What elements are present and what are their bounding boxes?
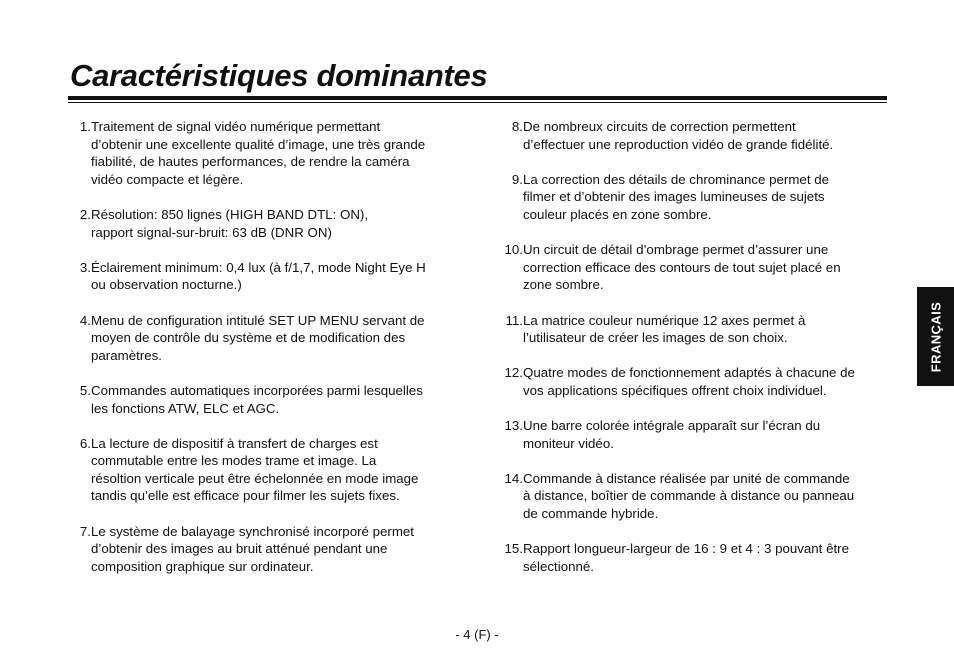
feature-text-line: d’obtenir des images au bruit atténué pendant une (91, 541, 388, 557)
feature-text-line: moyen de contrôle du système et de modification des (91, 330, 406, 346)
feature-item (498, 312, 890, 347)
title-rule-thick (68, 96, 887, 100)
feature-text-line: De nombreux circuits de correction permettent (523, 119, 796, 134)
feature-item (70, 435, 462, 505)
feature-item (70, 382, 462, 417)
feature-item (70, 259, 462, 294)
page-title: Caractéristiques dominantes (70, 58, 488, 93)
feature-number: 10. (504, 242, 523, 258)
feature-text (523, 470, 890, 523)
feature-text-line: de commande hybride. (523, 506, 659, 522)
feature-text-line: Menu de configuration intitulé SET UP MENU servant de (91, 312, 425, 328)
feature-text-line: La correction des détails de chrominance permet de (523, 171, 829, 187)
page-number: - 4 (F) - (455, 627, 499, 642)
feature-text-line: tandis qu’elle est efficace pour filmer les sujets fixes. (91, 488, 400, 504)
feature-text-line: La matrice couleur numérique 12 axes permet à (523, 312, 806, 328)
feature-item (498, 417, 890, 452)
feature-text-line: Commande à distance réalisée par unité de commande (523, 470, 850, 486)
feature-number: 1. (79, 119, 91, 134)
feature-number: 14. (504, 470, 523, 486)
feature-item (498, 540, 890, 575)
language-tab (917, 287, 954, 386)
feature-text-line: Une barre colorée intégrale apparaît sur l’écran du (523, 418, 821, 434)
language-tab-label: FRANÇAIS (928, 301, 943, 372)
feature-number: 7. (79, 523, 91, 539)
feature-text-line: filmer et d’obtenir des images lumineuses de sujets (523, 189, 825, 205)
feature-text (523, 118, 890, 153)
feature-text (91, 206, 462, 241)
feature-text-line: sélectionné. (523, 558, 594, 574)
feature-text-line: zone sombre. (523, 277, 604, 293)
feature-text-line: résoltion verticale peut être échelonnée en mode image (91, 470, 419, 486)
feature-text (523, 312, 890, 347)
feature-text-line: La lecture de dispositif à transfert de charges est (91, 435, 378, 451)
feature-number: 15. (504, 541, 523, 557)
title-rule-thin (68, 102, 887, 103)
feature-item (70, 312, 462, 365)
feature-text-line: les fonctions ATW, ELC et AGC. (91, 400, 280, 416)
feature-text-line: rapport signal-sur-bruit: 63 dB (DNR ON) (91, 224, 332, 240)
feature-number: 11. (505, 312, 523, 328)
feature-item (498, 171, 890, 224)
feature-item (498, 241, 890, 294)
feature-text-line: vidéo compacte et légère. (91, 171, 244, 187)
feature-text-line: Traitement de signal vidéo numérique permettant (91, 119, 381, 134)
feature-text-line: Rapport longueur-largeur de 16 : 9 et 4 : 3 pouvant être (523, 541, 849, 557)
feature-item (498, 118, 890, 153)
features-list-left (70, 118, 462, 593)
feature-item (70, 206, 462, 241)
feature-text (523, 171, 890, 224)
feature-text (91, 382, 462, 417)
feature-number: 4. (79, 312, 91, 328)
feature-number: 5. (79, 382, 91, 398)
feature-text-line: Quatre modes de fonctionnement adaptés à chacune de (523, 365, 855, 381)
feature-item (498, 364, 890, 399)
features-list-right (498, 118, 890, 593)
feature-number: 8. (511, 119, 523, 134)
feature-text-line: ou observation nocturne.) (91, 277, 242, 293)
feature-text-line: couleur placés en zone sombre. (523, 206, 712, 222)
feature-text-line: paramètres. (91, 347, 162, 363)
feature-text (91, 259, 462, 294)
feature-text-line: Un circuit de détail d’ombrage permet d’assurer une (523, 242, 829, 258)
feature-text-line: composition graphique sur ordinateur. (91, 558, 314, 574)
feature-item (70, 118, 462, 188)
feature-text-line: fiabilité, de hautes performances, de rendre la caméra (91, 154, 410, 170)
feature-text (91, 312, 462, 365)
feature-number: 12. (504, 365, 523, 381)
feature-text-line: l’utilisateur de créer les images de son choix. (523, 330, 788, 346)
feature-number: 13. (504, 418, 523, 434)
feature-text-line: Commandes automatiques incorporées parmi lesquelles (91, 382, 423, 398)
feature-number: 6. (79, 435, 91, 451)
feature-item (498, 470, 890, 523)
feature-text-line: correction efficace des contours de tout sujet placé en (523, 259, 841, 275)
feature-text (523, 241, 890, 294)
feature-text-line: Éclairement minimum: 0,4 lux (à f/1,7, mode Night Eye H (91, 259, 426, 275)
feature-text-line: commutable entre les modes trame et image. La (91, 453, 377, 469)
feature-number: 9. (511, 171, 523, 187)
feature-text-line: à distance, boîtier de commande à distance ou panneau (523, 488, 855, 504)
feature-text (91, 523, 462, 576)
feature-text (91, 118, 462, 188)
feature-text-line: moniteur vidéo. (523, 435, 614, 451)
feature-item (70, 523, 462, 576)
feature-text-line: Résolution: 850 lignes (HIGH BAND DTL: ON), (91, 206, 369, 222)
feature-number: 2. (79, 206, 91, 222)
feature-text-line: Le système de balayage synchronisé incorporé permet (91, 523, 414, 539)
feature-text-line: d’effectuer une reproduction vidéo de grande fidélité. (523, 136, 834, 152)
feature-text (91, 435, 462, 505)
feature-text (523, 417, 890, 452)
feature-text-line: d’obtenir une excellente qualité d’image, une très grande (91, 136, 426, 152)
feature-number: 3. (79, 259, 91, 275)
feature-text (523, 540, 890, 575)
feature-text (523, 364, 890, 399)
feature-text-line: vos applications spécifiques offrent choix individuel. (523, 382, 827, 398)
